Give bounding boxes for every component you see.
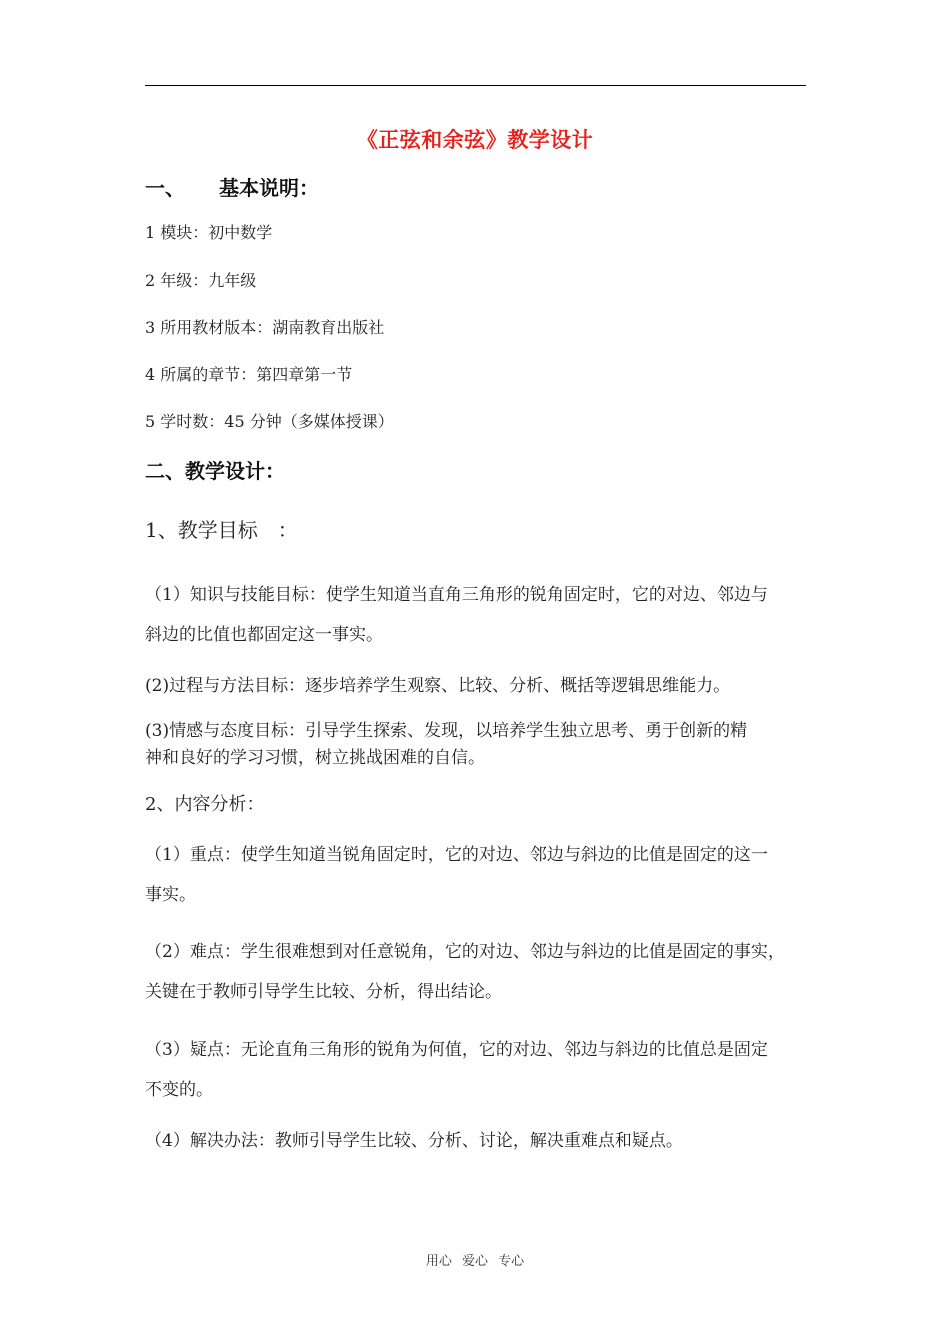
content-heading: 2、内容分析： (145, 794, 265, 815)
content-key-point (145, 835, 817, 915)
objective-process (145, 672, 817, 700)
paragraph-line: (2)过程与方法目标：逐步培养学生观察、比较、分析、概括等逻辑思维能力。 (145, 676, 731, 696)
paragraph-line: 斜边的比值也都固定这一事实。 (145, 625, 383, 645)
content-difficulty (145, 932, 817, 1012)
section2-heading: 二、教学设计： (145, 459, 285, 483)
objective-knowledge (145, 575, 817, 655)
footer-word: 爱心 (461, 1254, 488, 1269)
paragraph-line: （4）解决办法：教师引导学生比较、分析、讨论，解决重难点和疑点。 (145, 1131, 683, 1151)
paragraph-line: (3)情感与态度目标：引导学生探索、发现，以培养学生独立思考、勇于创新的精 (145, 721, 748, 741)
info-item-duration: 5 学时数：45 分钟（多媒体授课） (145, 412, 394, 431)
info-item-module: 1 模块：初中数学 (145, 223, 273, 242)
page-title: 《正弦和余弦》教学设计 (356, 128, 594, 152)
section1-number: 一、 (145, 176, 185, 200)
content-solution (145, 1127, 817, 1155)
content-doubt (145, 1030, 817, 1110)
info-item-chapter: 4 所属的章节：第四章第一节 (145, 365, 353, 384)
objective-attitude (145, 718, 817, 772)
paragraph-line: （3）疑点：无论直角三角形的锐角为何值，它的对边、邻边与斜边的比值总是固定 (145, 1040, 768, 1060)
footer-word: 专心 (498, 1254, 525, 1269)
page-footer (0, 1250, 950, 1269)
header-rule (145, 85, 806, 86)
paragraph-line: （1）知识与技能目标：使学生知道当直角三角形的锐角固定时，它的对边、邻边与 (145, 585, 768, 605)
paragraph-line: 关键在于教师引导学生比较、分析，得出结论。 (145, 982, 502, 1002)
info-item-textbook: 3 所用教材版本：湖南教育出版社 (145, 318, 385, 337)
section1-label: 基本说明： (219, 176, 319, 200)
paragraph-line: 事实。 (145, 885, 196, 905)
footer-word: 用心 (425, 1254, 452, 1269)
objectives-heading: 1、教学目标 ： (145, 518, 298, 542)
paragraph-line: （1）重点：使学生知道当锐角固定时，它的对边、邻边与斜边的比值是固定的这一 (145, 845, 768, 865)
paragraph-line: （2）难点：学生很难想到对任意锐角，它的对边、邻边与斜边的比值是固定的事实， (145, 942, 785, 962)
info-item-grade: 2 年级：九年级 (145, 271, 257, 290)
section1-heading (145, 172, 319, 201)
paragraph-line: 神和良好的学习习惯，树立挑战困难的自信。 (145, 748, 485, 768)
paragraph-line: 不变的。 (145, 1080, 213, 1100)
